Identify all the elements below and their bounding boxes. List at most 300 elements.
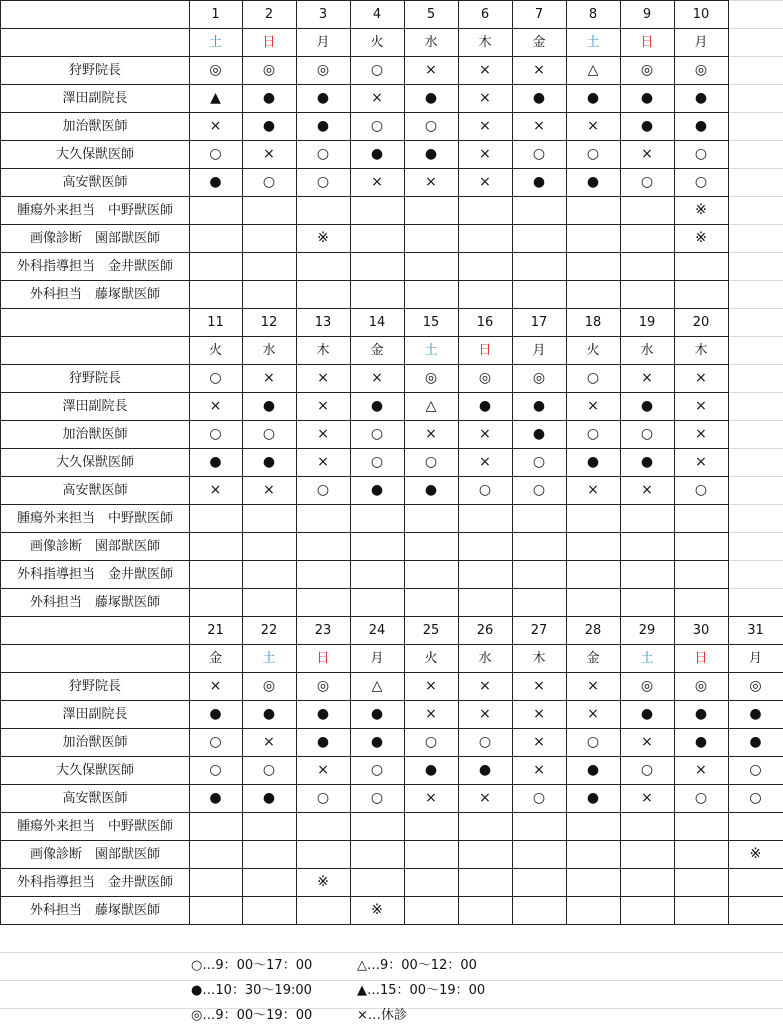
- schedule-cell[interactable]: ×: [512, 756, 567, 785]
- schedule-cell[interactable]: [404, 280, 459, 309]
- schedule-cell[interactable]: ※: [674, 224, 729, 253]
- schedule-cell[interactable]: [566, 224, 621, 253]
- schedule-cell[interactable]: [620, 588, 675, 617]
- schedule-cell[interactable]: ○: [458, 476, 513, 505]
- schedule-cell[interactable]: ×: [189, 112, 243, 141]
- schedule-cell[interactable]: [620, 840, 675, 869]
- schedule-cell[interactable]: ×: [566, 700, 621, 729]
- schedule-cell[interactable]: ×: [242, 140, 297, 169]
- schedule-cell[interactable]: ×: [566, 392, 621, 421]
- schedule-cell[interactable]: ×: [512, 728, 567, 757]
- schedule-cell[interactable]: ○: [728, 756, 783, 785]
- schedule-cell[interactable]: [674, 504, 729, 533]
- schedule-cell[interactable]: ●: [350, 392, 405, 421]
- schedule-cell[interactable]: [620, 532, 675, 561]
- schedule-cell[interactable]: ○: [674, 476, 729, 505]
- schedule-cell[interactable]: [674, 896, 729, 925]
- schedule-cell[interactable]: [458, 252, 513, 281]
- schedule-cell[interactable]: [620, 812, 675, 841]
- schedule-cell[interactable]: [404, 812, 459, 841]
- schedule-cell[interactable]: ×: [566, 476, 621, 505]
- schedule-cell[interactable]: ○: [296, 784, 351, 813]
- schedule-cell[interactable]: [242, 504, 297, 533]
- schedule-cell[interactable]: ×: [620, 784, 675, 813]
- schedule-cell[interactable]: [296, 196, 351, 225]
- schedule-cell[interactable]: [350, 280, 405, 309]
- schedule-cell[interactable]: ×: [620, 728, 675, 757]
- schedule-cell[interactable]: [242, 196, 297, 225]
- weekday-label: 木: [512, 644, 567, 673]
- schedule-cell[interactable]: [566, 252, 621, 281]
- schedule-cell[interactable]: ×: [458, 140, 513, 169]
- schedule-cell[interactable]: [512, 280, 567, 309]
- schedule-cell[interactable]: ×: [242, 476, 297, 505]
- schedule-cell[interactable]: [350, 252, 405, 281]
- schedule-cell[interactable]: ◎: [296, 56, 351, 85]
- schedule-cell[interactable]: ○: [189, 756, 243, 785]
- schedule-cell[interactable]: [620, 896, 675, 925]
- schedule-cell[interactable]: [458, 868, 513, 897]
- schedule-cell[interactable]: ○: [620, 168, 675, 197]
- schedule-cell[interactable]: [404, 532, 459, 561]
- schedule-cell[interactable]: ×: [458, 700, 513, 729]
- schedule-cell[interactable]: [512, 896, 567, 925]
- schedule-cell[interactable]: [189, 252, 243, 281]
- schedule-cell[interactable]: ●: [674, 728, 729, 757]
- schedule-cell[interactable]: ×: [512, 672, 567, 701]
- schedule-cell[interactable]: ◎: [674, 56, 729, 85]
- schedule-cell[interactable]: [566, 812, 621, 841]
- schedule-cell[interactable]: ○: [350, 756, 405, 785]
- schedule-cell[interactable]: ×: [512, 56, 567, 85]
- schedule-cell[interactable]: ●: [242, 448, 297, 477]
- schedule-cell[interactable]: △: [566, 56, 621, 85]
- schedule-cell[interactable]: ×: [189, 476, 243, 505]
- schedule-cell[interactable]: ○: [350, 112, 405, 141]
- schedule-cell[interactable]: ●: [728, 728, 783, 757]
- schedule-cell[interactable]: ●: [296, 112, 351, 141]
- schedule-cell[interactable]: [566, 196, 621, 225]
- schedule-cell[interactable]: ●: [458, 392, 513, 421]
- schedule-cell[interactable]: [296, 252, 351, 281]
- schedule-cell[interactable]: ○: [350, 56, 405, 85]
- schedule-cell[interactable]: ◎: [458, 364, 513, 393]
- schedule-cell[interactable]: [620, 560, 675, 589]
- staff-label: 大久保獣医師: [0, 448, 190, 477]
- schedule-cell[interactable]: ※: [296, 868, 351, 897]
- schedule-cell[interactable]: ●: [296, 728, 351, 757]
- schedule-cell[interactable]: [674, 588, 729, 617]
- schedule-cell[interactable]: ○: [404, 728, 459, 757]
- schedule-cell[interactable]: ●: [512, 84, 567, 113]
- schedule-cell[interactable]: ●: [296, 700, 351, 729]
- schedule-cell[interactable]: [404, 868, 459, 897]
- schedule-cell[interactable]: ○: [242, 756, 297, 785]
- schedule-cell[interactable]: ×: [674, 756, 729, 785]
- schedule-cell[interactable]: ●: [242, 84, 297, 113]
- schedule-cell[interactable]: [512, 224, 567, 253]
- schedule-cell[interactable]: ●: [350, 140, 405, 169]
- schedule-cell[interactable]: [458, 196, 513, 225]
- schedule-cell[interactable]: [350, 532, 405, 561]
- schedule-cell[interactable]: ●: [296, 84, 351, 113]
- schedule-cell[interactable]: ×: [350, 364, 405, 393]
- schedule-cell[interactable]: [189, 196, 243, 225]
- schedule-cell[interactable]: ○: [350, 784, 405, 813]
- weekday-label: 水: [458, 644, 513, 673]
- schedule-cell[interactable]: ×: [620, 476, 675, 505]
- schedule-cell[interactable]: ○: [512, 140, 567, 169]
- schedule-cell[interactable]: ●: [458, 756, 513, 785]
- schedule-cell[interactable]: ●: [674, 112, 729, 141]
- schedule-cell[interactable]: [404, 224, 459, 253]
- staff-label: 画像診断 園部獣医師: [0, 224, 190, 253]
- schedule-cell[interactable]: [296, 504, 351, 533]
- schedule-cell[interactable]: [350, 812, 405, 841]
- schedule-cell[interactable]: ※: [674, 196, 729, 225]
- schedule-cell[interactable]: ×: [350, 168, 405, 197]
- schedule-cell[interactable]: [458, 840, 513, 869]
- schedule-cell[interactable]: [189, 896, 243, 925]
- schedule-cell[interactable]: ●: [404, 756, 459, 785]
- schedule-cell[interactable]: ×: [296, 364, 351, 393]
- schedule-cell[interactable]: ○: [674, 168, 729, 197]
- schedule-cell[interactable]: [189, 868, 243, 897]
- schedule-cell[interactable]: [512, 252, 567, 281]
- schedule-cell[interactable]: ◎: [728, 672, 783, 701]
- schedule-cell[interactable]: ●: [620, 84, 675, 113]
- schedule-cell[interactable]: ×: [566, 112, 621, 141]
- schedule-cell[interactable]: ×: [404, 168, 459, 197]
- schedule-cell[interactable]: ◎: [512, 364, 567, 393]
- schedule-cell[interactable]: [674, 280, 729, 309]
- schedule-cell[interactable]: ○: [296, 476, 351, 505]
- schedule-cell[interactable]: ○: [512, 476, 567, 505]
- schedule-cell[interactable]: ●: [620, 112, 675, 141]
- schedule-cell[interactable]: [404, 252, 459, 281]
- staff-label: 腫瘍外来担当 中野獣医師: [0, 504, 190, 533]
- schedule-cell[interactable]: [296, 812, 351, 841]
- schedule-cell[interactable]: ●: [728, 700, 783, 729]
- schedule-cell[interactable]: ×: [674, 364, 729, 393]
- schedule-cell[interactable]: [189, 532, 243, 561]
- schedule-cell[interactable]: ●: [566, 168, 621, 197]
- schedule-cell[interactable]: [674, 252, 729, 281]
- schedule-cell[interactable]: [566, 868, 621, 897]
- schedule-cell[interactable]: ◎: [620, 672, 675, 701]
- schedule-cell[interactable]: [566, 560, 621, 589]
- schedule-cell[interactable]: [620, 252, 675, 281]
- schedule-cell[interactable]: △: [350, 672, 405, 701]
- schedule-cell[interactable]: ●: [620, 448, 675, 477]
- schedule-cell[interactable]: ◎: [242, 672, 297, 701]
- weekday-label: 金: [350, 336, 405, 365]
- weekday-label: 金: [566, 644, 621, 673]
- schedule-cell[interactable]: [620, 224, 675, 253]
- schedule-cell[interactable]: [566, 840, 621, 869]
- schedule-cell[interactable]: [566, 896, 621, 925]
- schedule-cell[interactable]: ×: [458, 84, 513, 113]
- schedule-cell[interactable]: [512, 196, 567, 225]
- schedule-cell[interactable]: [350, 196, 405, 225]
- staff-label: 高安獣医師: [0, 784, 190, 813]
- schedule-cell[interactable]: ○: [189, 420, 243, 449]
- schedule-cell[interactable]: ×: [296, 420, 351, 449]
- schedule-cell[interactable]: [620, 868, 675, 897]
- schedule-cell[interactable]: [189, 504, 243, 533]
- schedule-cell[interactable]: [189, 812, 243, 841]
- schedule-cell[interactable]: [242, 588, 297, 617]
- schedule-cell[interactable]: [350, 504, 405, 533]
- schedule-cell[interactable]: [512, 812, 567, 841]
- schedule-cell[interactable]: ◎: [242, 56, 297, 85]
- schedule-cell[interactable]: [404, 504, 459, 533]
- schedule-cell[interactable]: ×: [458, 672, 513, 701]
- schedule-cell[interactable]: [566, 504, 621, 533]
- schedule-cell[interactable]: [458, 224, 513, 253]
- schedule-cell[interactable]: [458, 532, 513, 561]
- schedule-cell[interactable]: ※: [296, 224, 351, 253]
- schedule-cell[interactable]: [296, 280, 351, 309]
- schedule-cell[interactable]: [674, 560, 729, 589]
- day-number: 6: [458, 0, 513, 29]
- day-number: 25: [404, 616, 459, 645]
- schedule-cell[interactable]: ×: [189, 672, 243, 701]
- schedule-cell[interactable]: ×: [242, 364, 297, 393]
- weekday-label: 土: [242, 644, 297, 673]
- schedule-cell[interactable]: [458, 504, 513, 533]
- schedule-cell[interactable]: ×: [566, 672, 621, 701]
- schedule-cell[interactable]: ※: [350, 896, 405, 925]
- schedule-cell[interactable]: ○: [296, 168, 351, 197]
- schedule-cell[interactable]: ●: [512, 420, 567, 449]
- schedule-cell[interactable]: ○: [404, 448, 459, 477]
- schedule-cell[interactable]: ×: [458, 448, 513, 477]
- schedule-cell[interactable]: ×: [458, 784, 513, 813]
- schedule-cell[interactable]: ●: [566, 84, 621, 113]
- schedule-cell[interactable]: ●: [189, 448, 243, 477]
- schedule-cell[interactable]: ○: [566, 420, 621, 449]
- schedule-cell[interactable]: [242, 868, 297, 897]
- schedule-cell[interactable]: ○: [674, 784, 729, 813]
- schedule-cell[interactable]: [242, 812, 297, 841]
- schedule-cell[interactable]: [512, 868, 567, 897]
- schedule-cell[interactable]: [620, 280, 675, 309]
- weekday-label: 土: [404, 336, 459, 365]
- schedule-cell[interactable]: [458, 812, 513, 841]
- schedule-cell[interactable]: [189, 560, 243, 589]
- schedule-cell[interactable]: ×: [404, 672, 459, 701]
- schedule-cell[interactable]: ○: [620, 420, 675, 449]
- schedule-cell[interactable]: ×: [458, 420, 513, 449]
- schedule-cell[interactable]: [350, 560, 405, 589]
- schedule-cell[interactable]: ●: [350, 476, 405, 505]
- schedule-cell[interactable]: [512, 504, 567, 533]
- schedule-cell[interactable]: [674, 532, 729, 561]
- weekday-label: 火: [350, 28, 405, 57]
- schedule-cell[interactable]: [242, 896, 297, 925]
- schedule-cell[interactable]: [350, 868, 405, 897]
- weekday-label: 月: [296, 28, 351, 57]
- schedule-cell[interactable]: ○: [404, 112, 459, 141]
- schedule-cell[interactable]: ◎: [674, 672, 729, 701]
- schedule-cell[interactable]: ●: [674, 700, 729, 729]
- schedule-cell[interactable]: ●: [566, 756, 621, 785]
- schedule-cell[interactable]: ○: [189, 728, 243, 757]
- schedule-cell[interactable]: [404, 196, 459, 225]
- staff-label: 外科指導担当 金井獣医師: [0, 868, 190, 897]
- schedule-cell[interactable]: [512, 532, 567, 561]
- weekday-label: 月: [350, 644, 405, 673]
- weekday-label: 月: [674, 28, 729, 57]
- schedule-cell[interactable]: ●: [189, 168, 243, 197]
- schedule-cell[interactable]: ×: [350, 84, 405, 113]
- schedule-cell[interactable]: ×: [242, 728, 297, 757]
- schedule-cell[interactable]: ◎: [296, 672, 351, 701]
- schedule-cell[interactable]: [242, 560, 297, 589]
- schedule-cell[interactable]: ×: [512, 700, 567, 729]
- schedule-cell[interactable]: [512, 560, 567, 589]
- schedule-cell[interactable]: ●: [620, 700, 675, 729]
- schedule-cell[interactable]: ◎: [404, 364, 459, 393]
- schedule-cell[interactable]: [296, 560, 351, 589]
- schedule-cell[interactable]: [404, 560, 459, 589]
- schedule-cell[interactable]: ×: [296, 392, 351, 421]
- schedule-cell[interactable]: ●: [512, 168, 567, 197]
- schedule-cell[interactable]: ○: [242, 168, 297, 197]
- schedule-cell[interactable]: ×: [458, 56, 513, 85]
- schedule-cell[interactable]: [620, 504, 675, 533]
- schedule-cell[interactable]: ○: [566, 728, 621, 757]
- schedule-cell[interactable]: ×: [296, 756, 351, 785]
- schedule-cell[interactable]: [242, 280, 297, 309]
- schedule-cell[interactable]: ○: [620, 756, 675, 785]
- schedule-cell[interactable]: ×: [458, 112, 513, 141]
- day-number: 5: [404, 0, 459, 29]
- schedule-cell[interactable]: ●: [242, 784, 297, 813]
- schedule-cell[interactable]: [404, 840, 459, 869]
- schedule-cell[interactable]: [404, 588, 459, 617]
- schedule-cell[interactable]: [674, 868, 729, 897]
- schedule-cell[interactable]: [296, 532, 351, 561]
- schedule-cell[interactable]: [242, 840, 297, 869]
- day-number: 29: [620, 616, 675, 645]
- schedule-cell[interactable]: [566, 532, 621, 561]
- schedule-cell[interactable]: ●: [242, 112, 297, 141]
- schedule-cell[interactable]: ◎: [189, 56, 243, 85]
- schedule-cell[interactable]: [296, 588, 351, 617]
- schedule-cell[interactable]: ●: [566, 448, 621, 477]
- schedule-cell[interactable]: ◎: [620, 56, 675, 85]
- schedule-cell[interactable]: ○: [350, 448, 405, 477]
- schedule-cell[interactable]: ○: [189, 140, 243, 169]
- staff-label: 澤田副院長: [0, 84, 190, 113]
- schedule-cell[interactable]: [189, 588, 243, 617]
- schedule-cell[interactable]: [350, 224, 405, 253]
- schedule-cell[interactable]: ●: [242, 392, 297, 421]
- schedule-cell[interactable]: [404, 896, 459, 925]
- schedule-cell[interactable]: ○: [728, 784, 783, 813]
- schedule-cell[interactable]: ●: [404, 84, 459, 113]
- schedule-cell[interactable]: [189, 224, 243, 253]
- schedule-cell[interactable]: [189, 280, 243, 309]
- schedule-cell[interactable]: [620, 196, 675, 225]
- schedule-cell[interactable]: ※: [728, 840, 783, 869]
- schedule-cell[interactable]: ○: [674, 140, 729, 169]
- schedule-cell[interactable]: [242, 224, 297, 253]
- schedule-cell[interactable]: [566, 588, 621, 617]
- schedule-cell[interactable]: ○: [512, 784, 567, 813]
- schedule-cell[interactable]: ○: [189, 364, 243, 393]
- schedule-cell[interactable]: △: [404, 392, 459, 421]
- schedule-cell[interactable]: ●: [350, 700, 405, 729]
- schedule-cell[interactable]: [458, 588, 513, 617]
- schedule-cell[interactable]: ●: [189, 784, 243, 813]
- schedule-cell[interactable]: ●: [404, 476, 459, 505]
- schedule-cell[interactable]: [728, 868, 783, 897]
- schedule-cell[interactable]: ●: [512, 392, 567, 421]
- schedule-cell[interactable]: [350, 840, 405, 869]
- staff-label: 画像診断 園部獣医師: [0, 532, 190, 561]
- schedule-cell[interactable]: ●: [674, 84, 729, 113]
- schedule-cell[interactable]: [566, 280, 621, 309]
- schedule-cell[interactable]: [242, 252, 297, 281]
- schedule-cell[interactable]: ●: [620, 392, 675, 421]
- schedule-cell[interactable]: [296, 840, 351, 869]
- schedule-cell[interactable]: ×: [620, 140, 675, 169]
- schedule-cell[interactable]: [512, 840, 567, 869]
- schedule-cell[interactable]: [728, 812, 783, 841]
- schedule-cell[interactable]: [674, 840, 729, 869]
- schedule-cell[interactable]: ×: [404, 784, 459, 813]
- schedule-cell[interactable]: [458, 560, 513, 589]
- schedule-cell[interactable]: ×: [404, 56, 459, 85]
- schedule-cell[interactable]: ×: [296, 448, 351, 477]
- schedule-cell[interactable]: ●: [242, 700, 297, 729]
- schedule-cell[interactable]: ×: [458, 168, 513, 197]
- schedule-cell[interactable]: ×: [674, 420, 729, 449]
- schedule-cell[interactable]: ○: [566, 140, 621, 169]
- schedule-cell[interactable]: ○: [242, 420, 297, 449]
- schedule-cell[interactable]: [350, 588, 405, 617]
- schedule-cell[interactable]: ●: [404, 140, 459, 169]
- schedule-cell[interactable]: ○: [296, 140, 351, 169]
- schedule-cell[interactable]: ×: [404, 420, 459, 449]
- schedule-cell[interactable]: [674, 812, 729, 841]
- schedule-cell[interactable]: [242, 532, 297, 561]
- schedule-cell[interactable]: ×: [404, 700, 459, 729]
- schedule-cell[interactable]: ▲: [189, 84, 243, 113]
- schedule-cell[interactable]: [728, 896, 783, 925]
- schedule-cell[interactable]: [512, 588, 567, 617]
- schedule-cell[interactable]: ○: [350, 420, 405, 449]
- schedule-cell[interactable]: [296, 896, 351, 925]
- schedule-cell[interactable]: ×: [512, 112, 567, 141]
- schedule-cell[interactable]: [458, 280, 513, 309]
- schedule-cell[interactable]: [189, 840, 243, 869]
- schedule-cell[interactable]: ×: [620, 364, 675, 393]
- schedule-cell[interactable]: ●: [189, 700, 243, 729]
- schedule-cell[interactable]: ○: [458, 728, 513, 757]
- schedule-cell[interactable]: ●: [350, 728, 405, 757]
- schedule-cell[interactable]: ○: [512, 448, 567, 477]
- schedule-cell[interactable]: ×: [189, 392, 243, 421]
- schedule-cell[interactable]: ×: [674, 448, 729, 477]
- schedule-cell[interactable]: ○: [566, 364, 621, 393]
- schedule-cell[interactable]: [458, 896, 513, 925]
- schedule-cell[interactable]: ×: [674, 392, 729, 421]
- schedule-cell[interactable]: ●: [566, 784, 621, 813]
